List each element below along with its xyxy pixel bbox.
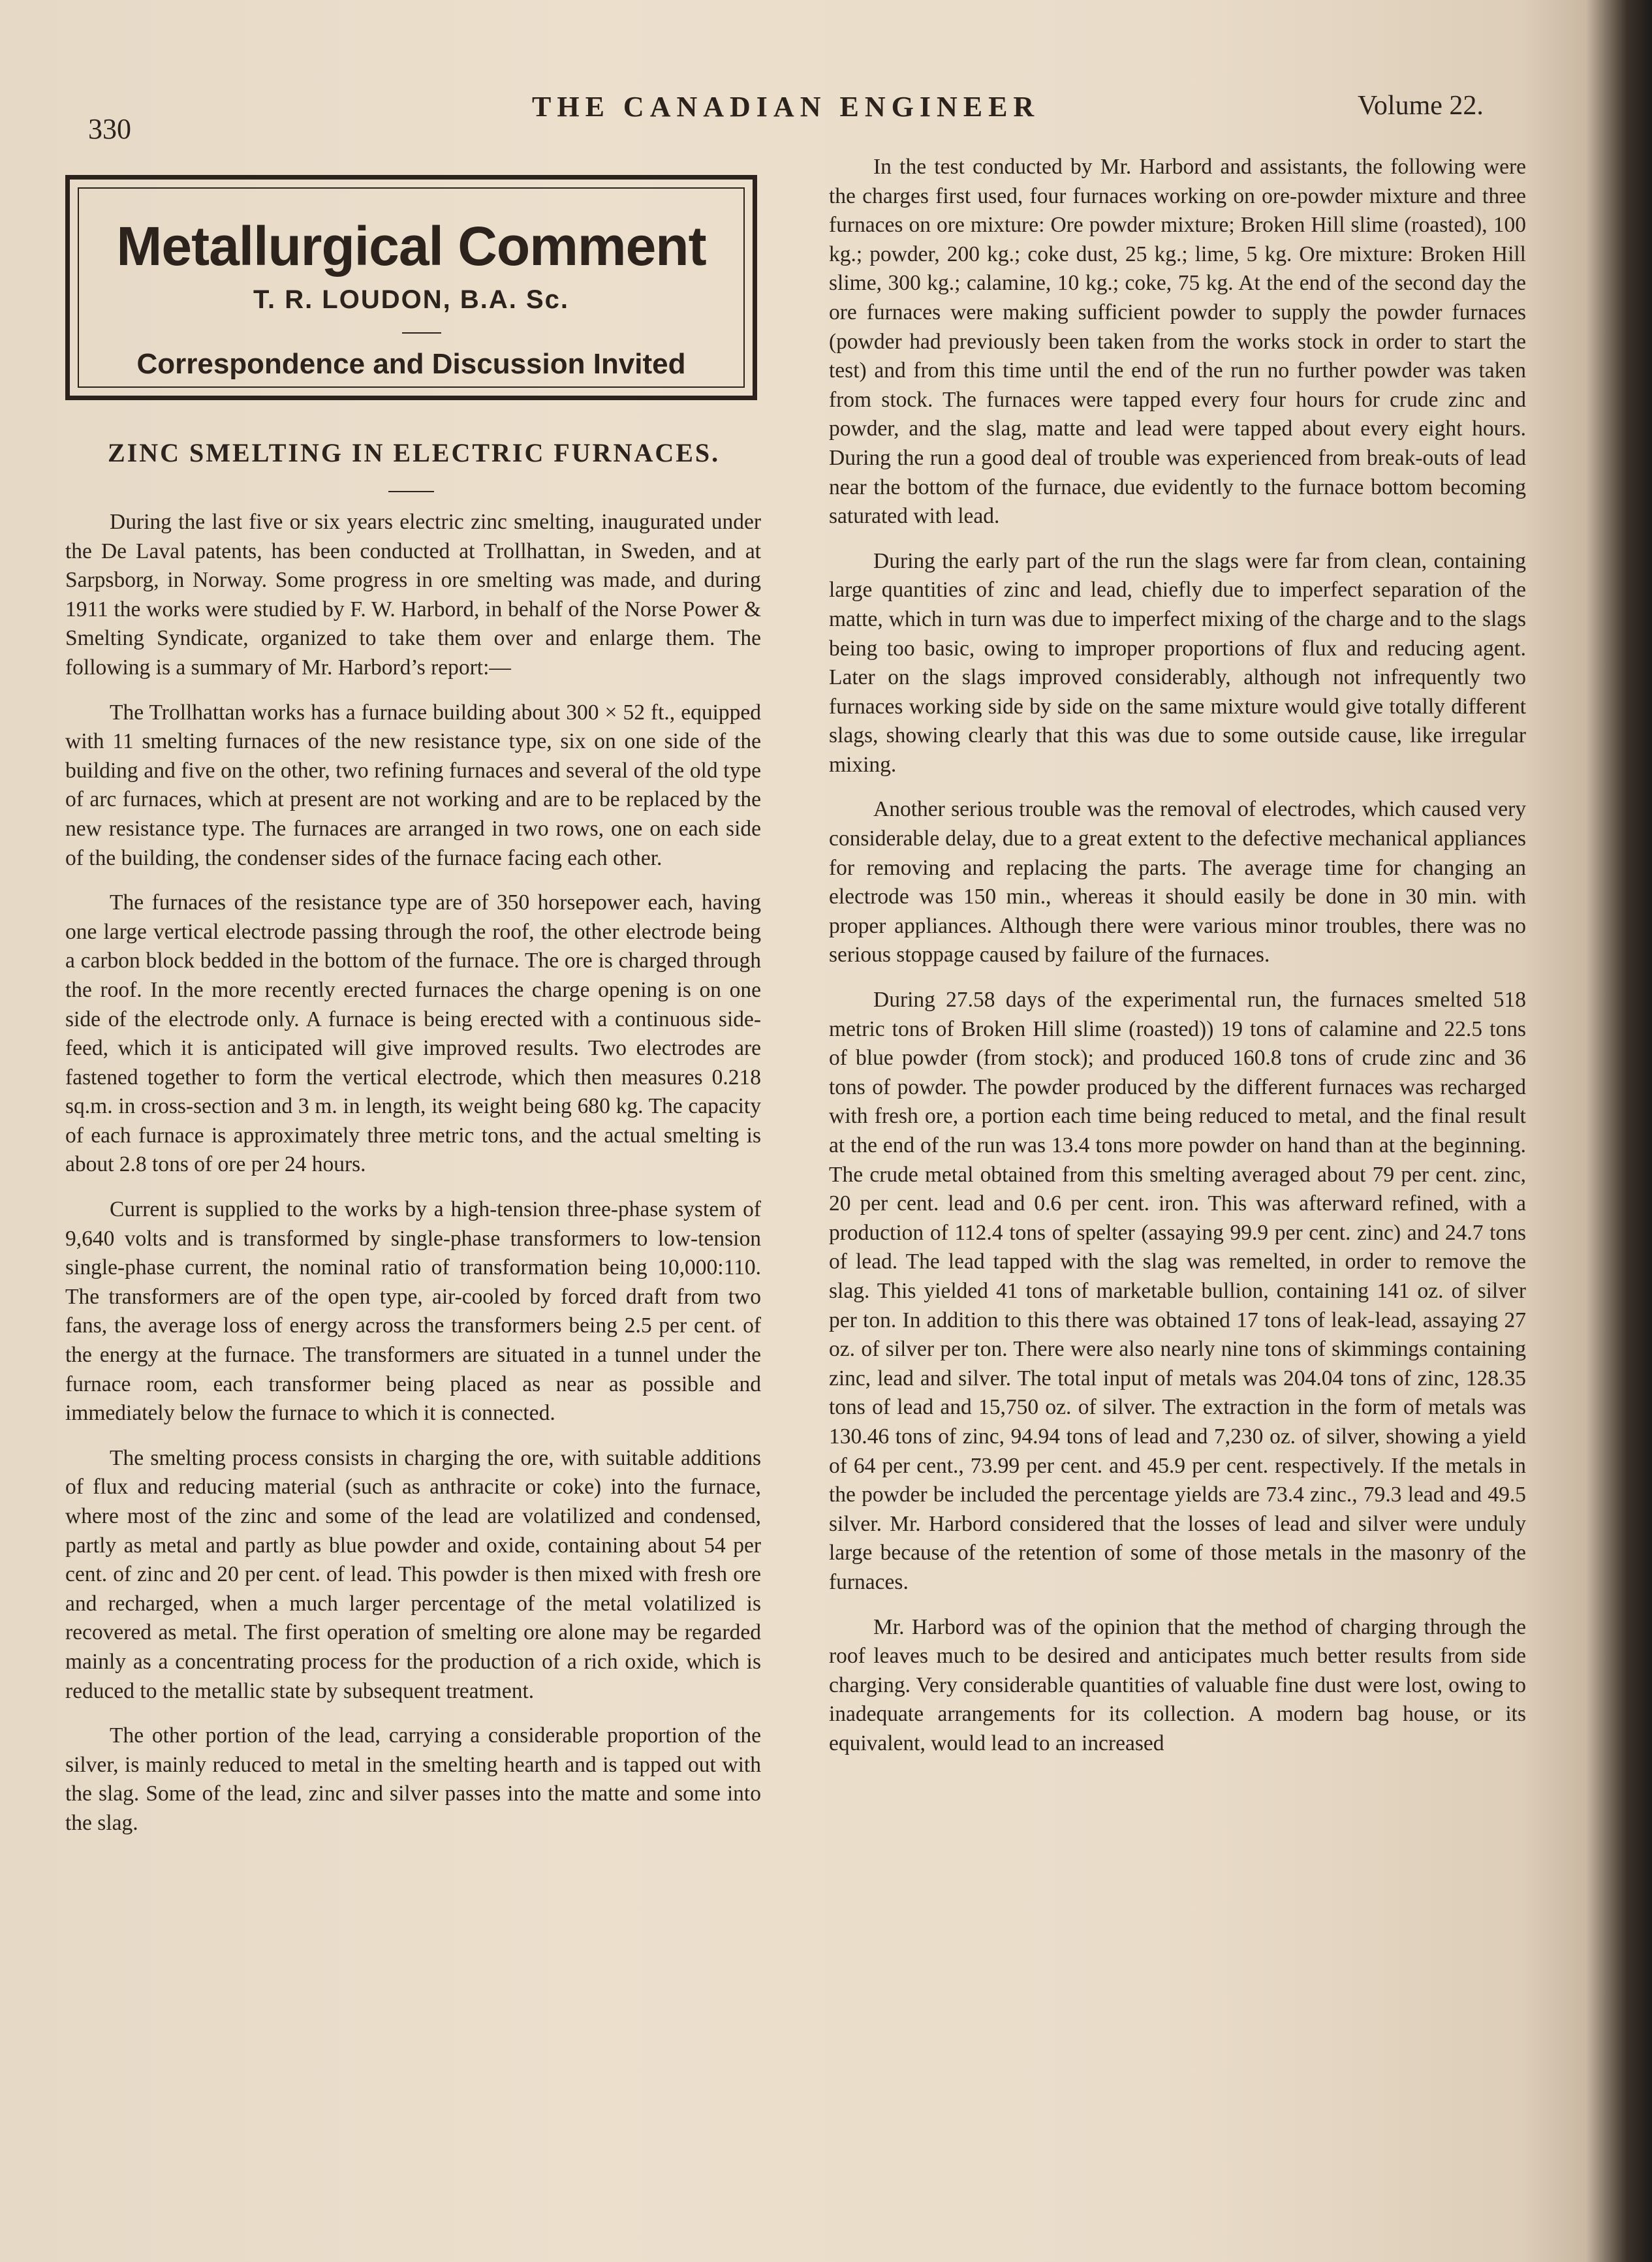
column-title: Metallurgical Comment <box>116 215 706 277</box>
running-header <box>88 84 1498 145</box>
column-header-box <box>65 175 757 400</box>
journal-title: THE CANADIAN ENGINEER <box>532 91 1040 123</box>
paragraph: Another serious trouble was the removal of electrodes, which caused very considerable delay, due to a great extent to the defective mechanical appliances for removing and replacing the parts. The average time for changing an electrode was 150 min., whereas it should easily be done in 30 min. with proper appliances. Although there were various minor troubles, there was no serious stoppage caused by failure of the furnaces. <box>829 797 1526 967</box>
column-author: T. R. LOUDON, B.A. Sc. <box>253 285 570 314</box>
paragraph: During the early part of the run the slags were far from clean, containing large quantities of zinc and lead, chiefly due to imperfect separation of the matte, which in turn was due to imperfect mixing of the charge and to the slags being too basic, owing to improper proportions of flux and reducing agent. Later on the slags improved considerably, although not infrequently two furnaces working side by side on the same mixture would give totally different slags, showing clearly that this was due to some outside cause, like irregular mixing. <box>829 548 1526 777</box>
paragraph: In the test conducted by Mr. Harbord and assistants, the following were the charges first used, four furnaces working on ore-powder mixture and three furnaces on ore mixture: Ore powder mixture; Broken Hill slime (roasted), 100 kg.; powder, 200 kg.; coke dust, 25 kg.; lime, 5 kg. Ore mixture: Broken Hill slime, 300 kg.; calamine, 10 kg.; coke, 75 kg. At the end of the second day the ore furnaces were making sufficient powder to supply the powder furnaces (powder had previously been taken from the works stock in order to start the test) and from this time until the end of the run no further powder was taken from stock. The furnaces were tapped every four hours for crude zinc and powder, and the slag, matte and lead were tapped about every eight hours. During the run a good deal of trouble was experienced from break-outs of lead near the bottom of the furnace, due evidently to the furnace bottom becoming saturated with lead. <box>829 155 1526 529</box>
paragraph: Current is supplied to the works by a high-tension three-phase system of 9,640 volts and is transformed by single-phase transformers to low-tension single-phase current, the nominal ratio of transformation being 10,000:110. The transformers are of the open type, air-cooled by forced draft from two fans, the average loss of energy across the transformers being 2.5 per cent. of the energy at the furnace. The transformers are situated in a tunnel under the furnace room, each transformer being placed as near as possible and immediately below the furnace to which it is connected. <box>65 1197 761 1426</box>
column-invitation: Correspondence and Discussion Invited <box>136 348 686 380</box>
paragraph: The other portion of the lead, carrying a considerable proportion of the silver, is mainly reduced to metal in the smelting hearth and is tapped out with the slag. Some of the lead, zinc and silver passes into the matte and some into the slag. <box>65 1723 761 1835</box>
right-column <box>829 153 1526 1774</box>
paragraph: Mr. Harbord was of the opinion that the method of charging through the roof leaves much to be desired and anticipates much better results from side charging. Very considerable quantities of valuable fine dust were lost, owing to inadequate arrangements for its collection. A modern bag house, or its equivalent, would lead to an increased <box>829 1614 1526 1755</box>
column-header-inner-border <box>78 187 745 388</box>
paragraph: During the last five or six years electric zinc smelting, inaugurated under the De Laval patents, has been conducted at Trollhattan, in Sweden, and at Sarpsborg, in Norway. Some progress in ore smelting was made, and during 1911 the works were studied by F. W. Harbord, in behalf of the Norse Power & Smelting Syndicate, organized to take them over and enlarge them. The following is a summary of Mr. Harbord’s report:— <box>65 510 761 680</box>
paragraph: The Trollhattan works has a furnace building about 300 × 52 ft., equipped with 11 smelting furnaces of the new resistance type, six on one side of the building and five on the other, two refining furnaces and several of the old type of arc furnaces, which at present are not working and are to be replaced by the new resistance type. The furnaces are arranged in two rows, one on each side of the building, the condenser sides of the furnace facing each other. <box>65 700 761 870</box>
column-divider <box>402 332 441 334</box>
heading-divider <box>388 491 434 492</box>
article-heading: ZINC SMELTING IN ELECTRIC FURNACES. <box>108 438 721 467</box>
page-number: 330 <box>88 113 131 145</box>
volume-label: Volume 22. <box>1358 91 1484 121</box>
paragraph: The furnaces of the resistance type are of 350 horsepower each, having one large vertical electrode passing through the roof, the other electrode being a carbon block bedded in the bottom of the furnace. The ore is charged through the roof. In the more recently erected furnaces the charge opening is on one side of the electrode only. A furnace is being erected with a continuous side-feed, which it is anticipated will give improved results. Two electrodes are fastened together to form the vertical electrode, which then measures 0.218 sq.m. in cross-section and 3 m. in length, its weight being 680 kg. The capacity of each furnace is approximately three metric tons, and the actual smelting is about 2.8 tons of ore per 24 hours. <box>65 890 761 1177</box>
paragraph: During 27.58 days of the experimental run, the furnaces smelted 518 metric tons of Broken Hill slime (roasted)) 19 tons of calamine and 22.5 tons of blue powder (from stock); and produced 160.8 tons of crude zinc and 36 tons of powder. The powder produced by the different furnaces was recharged with fresh ore, a portion each time being reduced to metal, and the final result at the end of the run was 13.4 tons more powder on hand than at the beginning. The crude metal obtained from this smelting averaged about 79 per cent. zinc, 20 per cent. lead and 0.6 per cent. iron. This was afterward refined, with a production of 112.4 tons of spelter (assaying 99.9 per cent. zinc) and 24.7 tons of lead. The lead tapped with the slag was remelted, in order to remove the slag. This yielded 41 tons of marketable bullion, containing 141 oz. of silver per ton. In addition to this there was obtained 17 tons of leak-lead, assaying 27 oz. of silver per ton. There were also nearly nine tons of skimmings containing zinc, lead and silver. The total input of metals was 204.04 tons of zinc, 128.35 tons of lead and 15,750 oz. of silver. The extraction in the form of metals was 130.46 tons of zinc, 94.94 tons of lead and 7,230 oz. of silver, showing a yield of 64 per cent., 73.99 per cent. and 45.9 per cent. respectively. If the metals in the powder be included the percentage yields are 73.4 zinc., 79.3 lead and 49.5 silver. Mr. Harbord considered that the losses of lead and silver were unduly large because of the retention of some of those metals in the masonry of the furnaces. <box>829 988 1526 1594</box>
left-column <box>65 508 761 1854</box>
paragraph: The smelting process consists in charging the ore, with suitable additions of flux and reducing material (such as anthracite or coke) into the furnace, where most of the zinc and some of the lead are volatilized and condensed, partly as metal and partly as blue powder and oxide, containing about 54 per cent. of zinc and 20 per cent. of lead. This powder is then mixed with fresh ore and recharged, when a much larger percentage of the metal volatilized is recovered as metal. The first operation of smelting ore alone may be regarded mainly as a concentrating process for the production of a rich oxide, which is reduced to the metallic state by subsequent treatment. <box>65 1445 761 1703</box>
